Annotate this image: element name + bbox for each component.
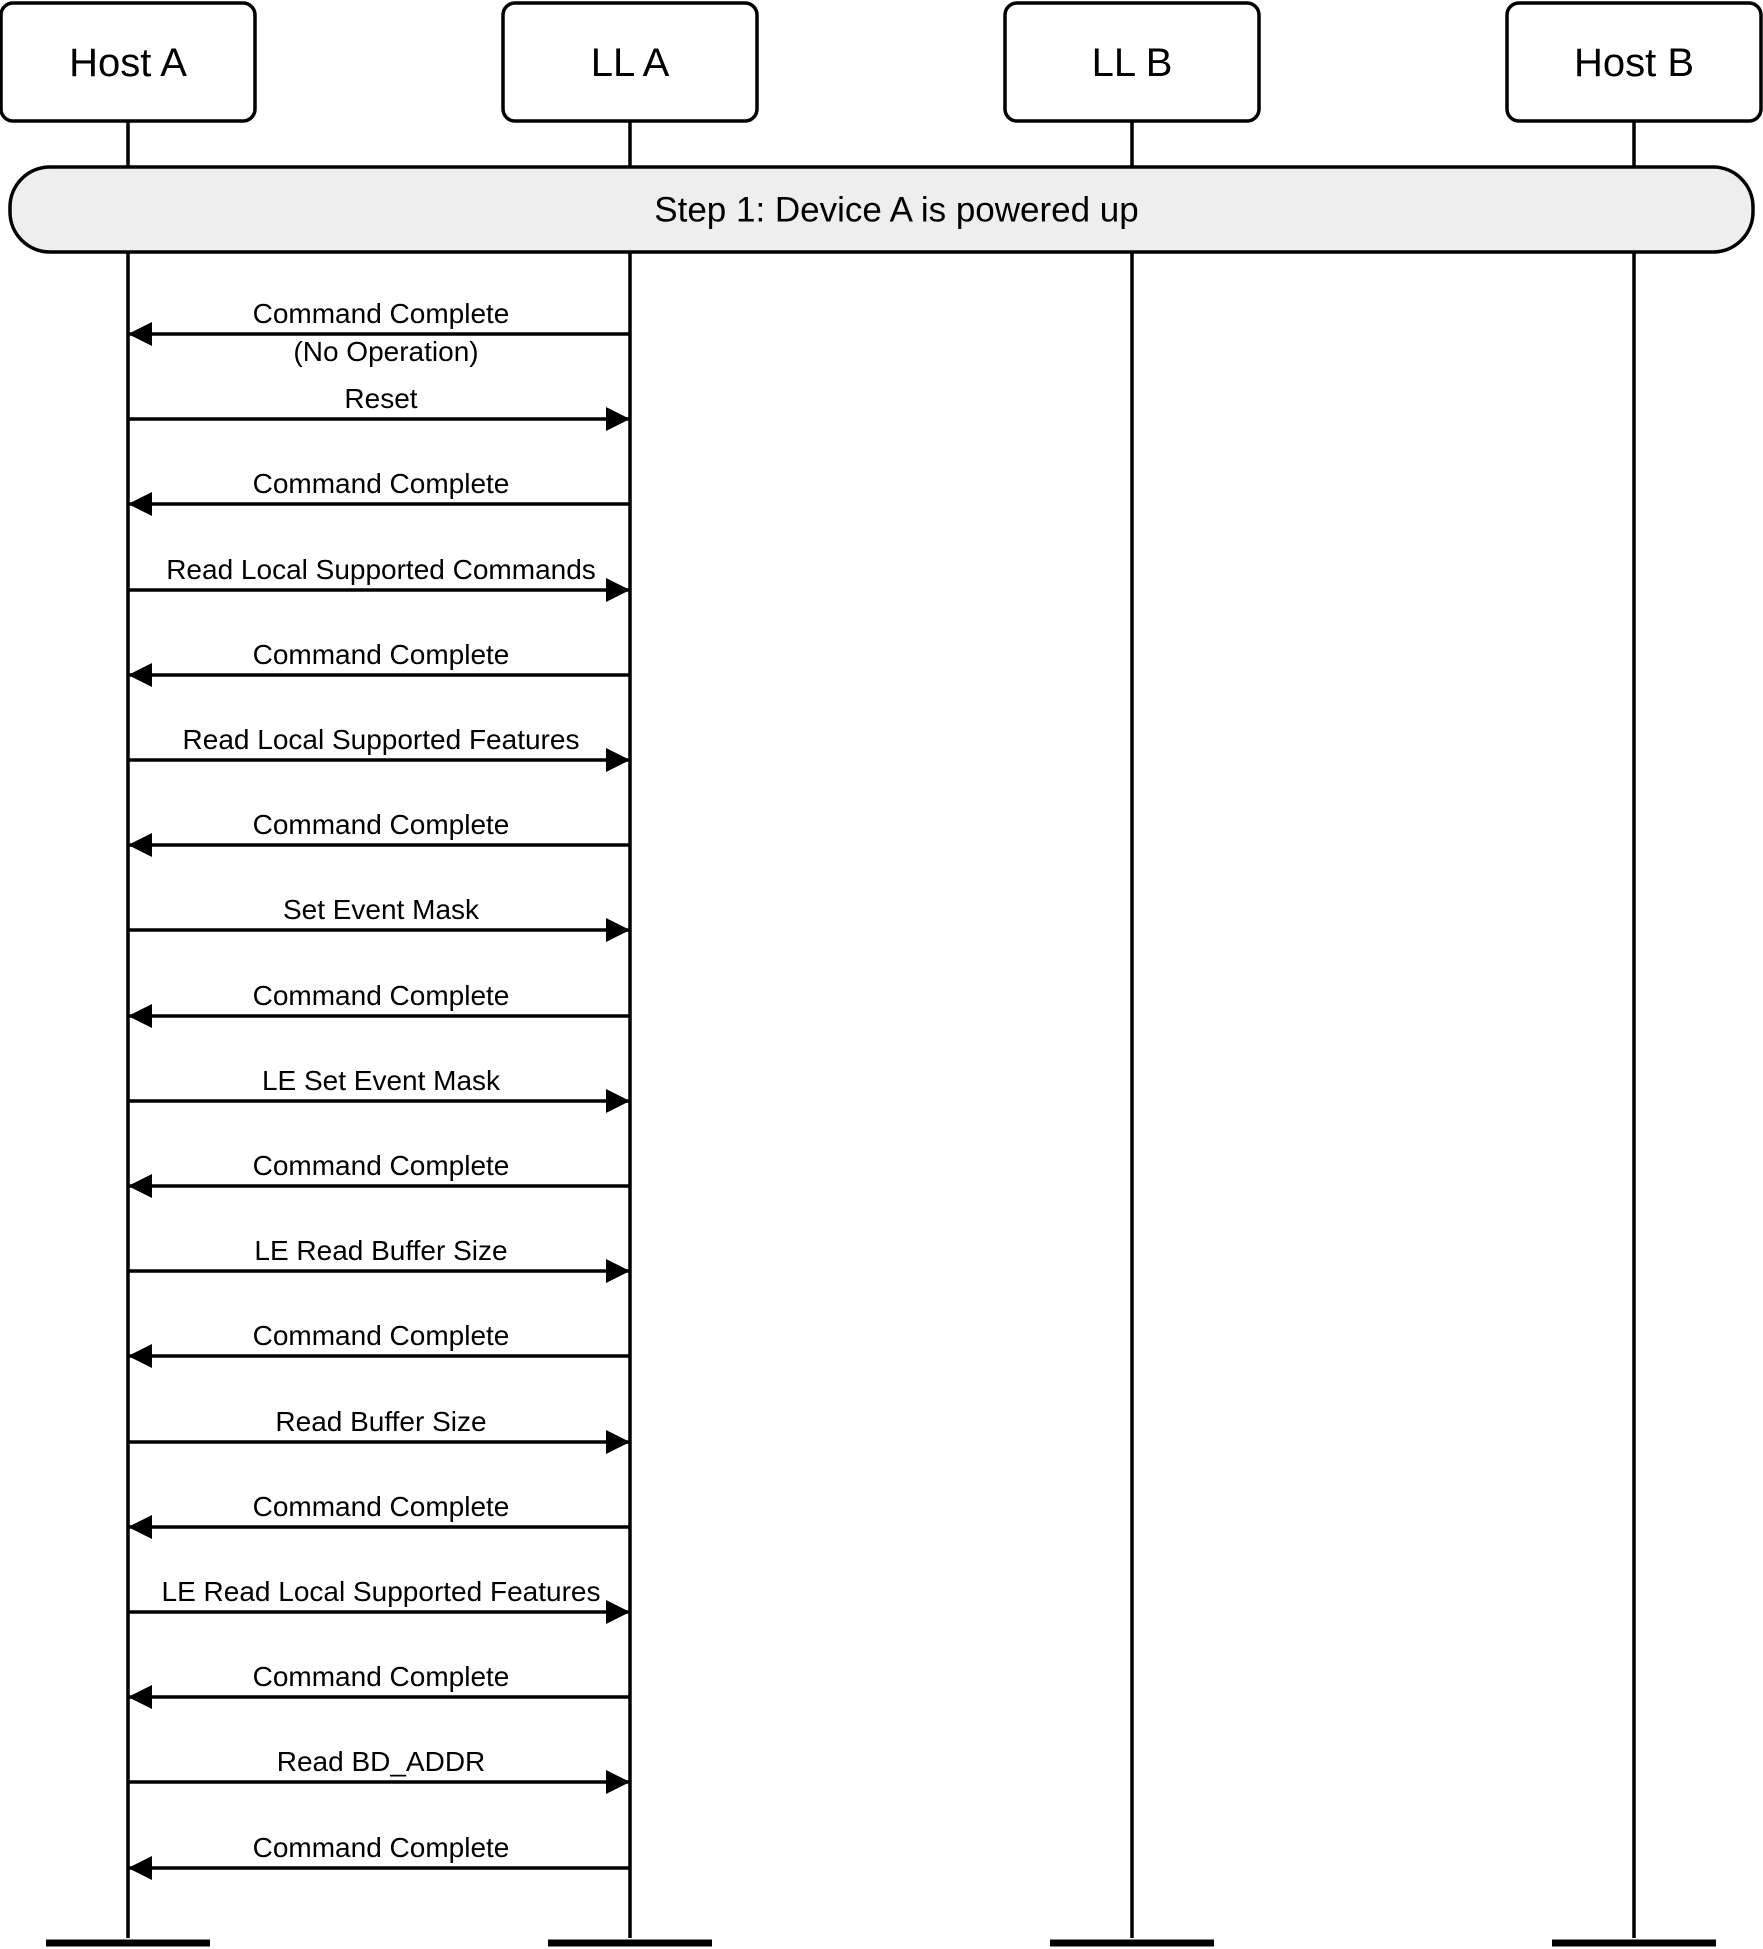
lane-host_a (1, 3, 255, 1943)
message (128, 1065, 630, 1101)
message-label: LE Read Local Supported Features (161, 1576, 601, 1607)
message-label: Command Complete (252, 1832, 510, 1863)
message (128, 1661, 630, 1697)
message-label: LE Set Event Mask (261, 1065, 501, 1096)
message (128, 1576, 630, 1612)
message-label: Command Complete (252, 809, 510, 840)
lane-ll_b (1005, 3, 1259, 1943)
message (128, 639, 630, 675)
message (128, 1406, 630, 1442)
message (128, 894, 630, 930)
step-banner (10, 167, 1753, 252)
message-label: Read Buffer Size (275, 1406, 487, 1437)
message (128, 1320, 630, 1356)
message-label: Command Complete (252, 1150, 510, 1181)
message-label: Set Event Mask (282, 894, 480, 925)
message-label: Command Complete (252, 1661, 510, 1692)
message-label: Command Complete (252, 468, 510, 499)
message-label: Command Complete (252, 639, 510, 670)
step-banner-group (10, 167, 1753, 252)
message (128, 1832, 630, 1868)
message (128, 809, 630, 845)
message-label: Command Complete (252, 1491, 510, 1522)
message-label: Command Complete (252, 1320, 510, 1351)
message (128, 554, 630, 590)
message (128, 298, 630, 367)
message-label: Read Local Supported Features (182, 724, 580, 755)
message-label: Command Complete (252, 980, 510, 1011)
messages (128, 298, 630, 1868)
step-banner-label: Step 1: Device A is powered up (654, 190, 1139, 230)
message (128, 383, 630, 419)
participant-label-ll_a: LL A (590, 41, 670, 85)
message (128, 1746, 630, 1782)
participant-label-host_a: Host A (69, 41, 187, 85)
message-label: Reset (344, 383, 418, 414)
participant-label-host_b: Host B (1573, 41, 1695, 85)
lane-host_b (1507, 3, 1761, 1943)
participant-label-ll_b: LL B (1091, 41, 1173, 85)
message (128, 1235, 630, 1271)
message (128, 1491, 630, 1527)
message-label: LE Read Buffer Size (254, 1235, 508, 1266)
message-sublabel: (No Operation) (293, 336, 479, 367)
message-label: Read BD_ADDR (276, 1746, 486, 1777)
lane-ll_a (503, 3, 757, 1943)
message (128, 724, 630, 760)
message (128, 1150, 630, 1186)
message (128, 980, 630, 1016)
message-label: Read Local Supported Commands (166, 554, 596, 585)
message-label: Command Complete (252, 298, 510, 329)
message (128, 468, 630, 504)
lifelines (1, 3, 1761, 1943)
